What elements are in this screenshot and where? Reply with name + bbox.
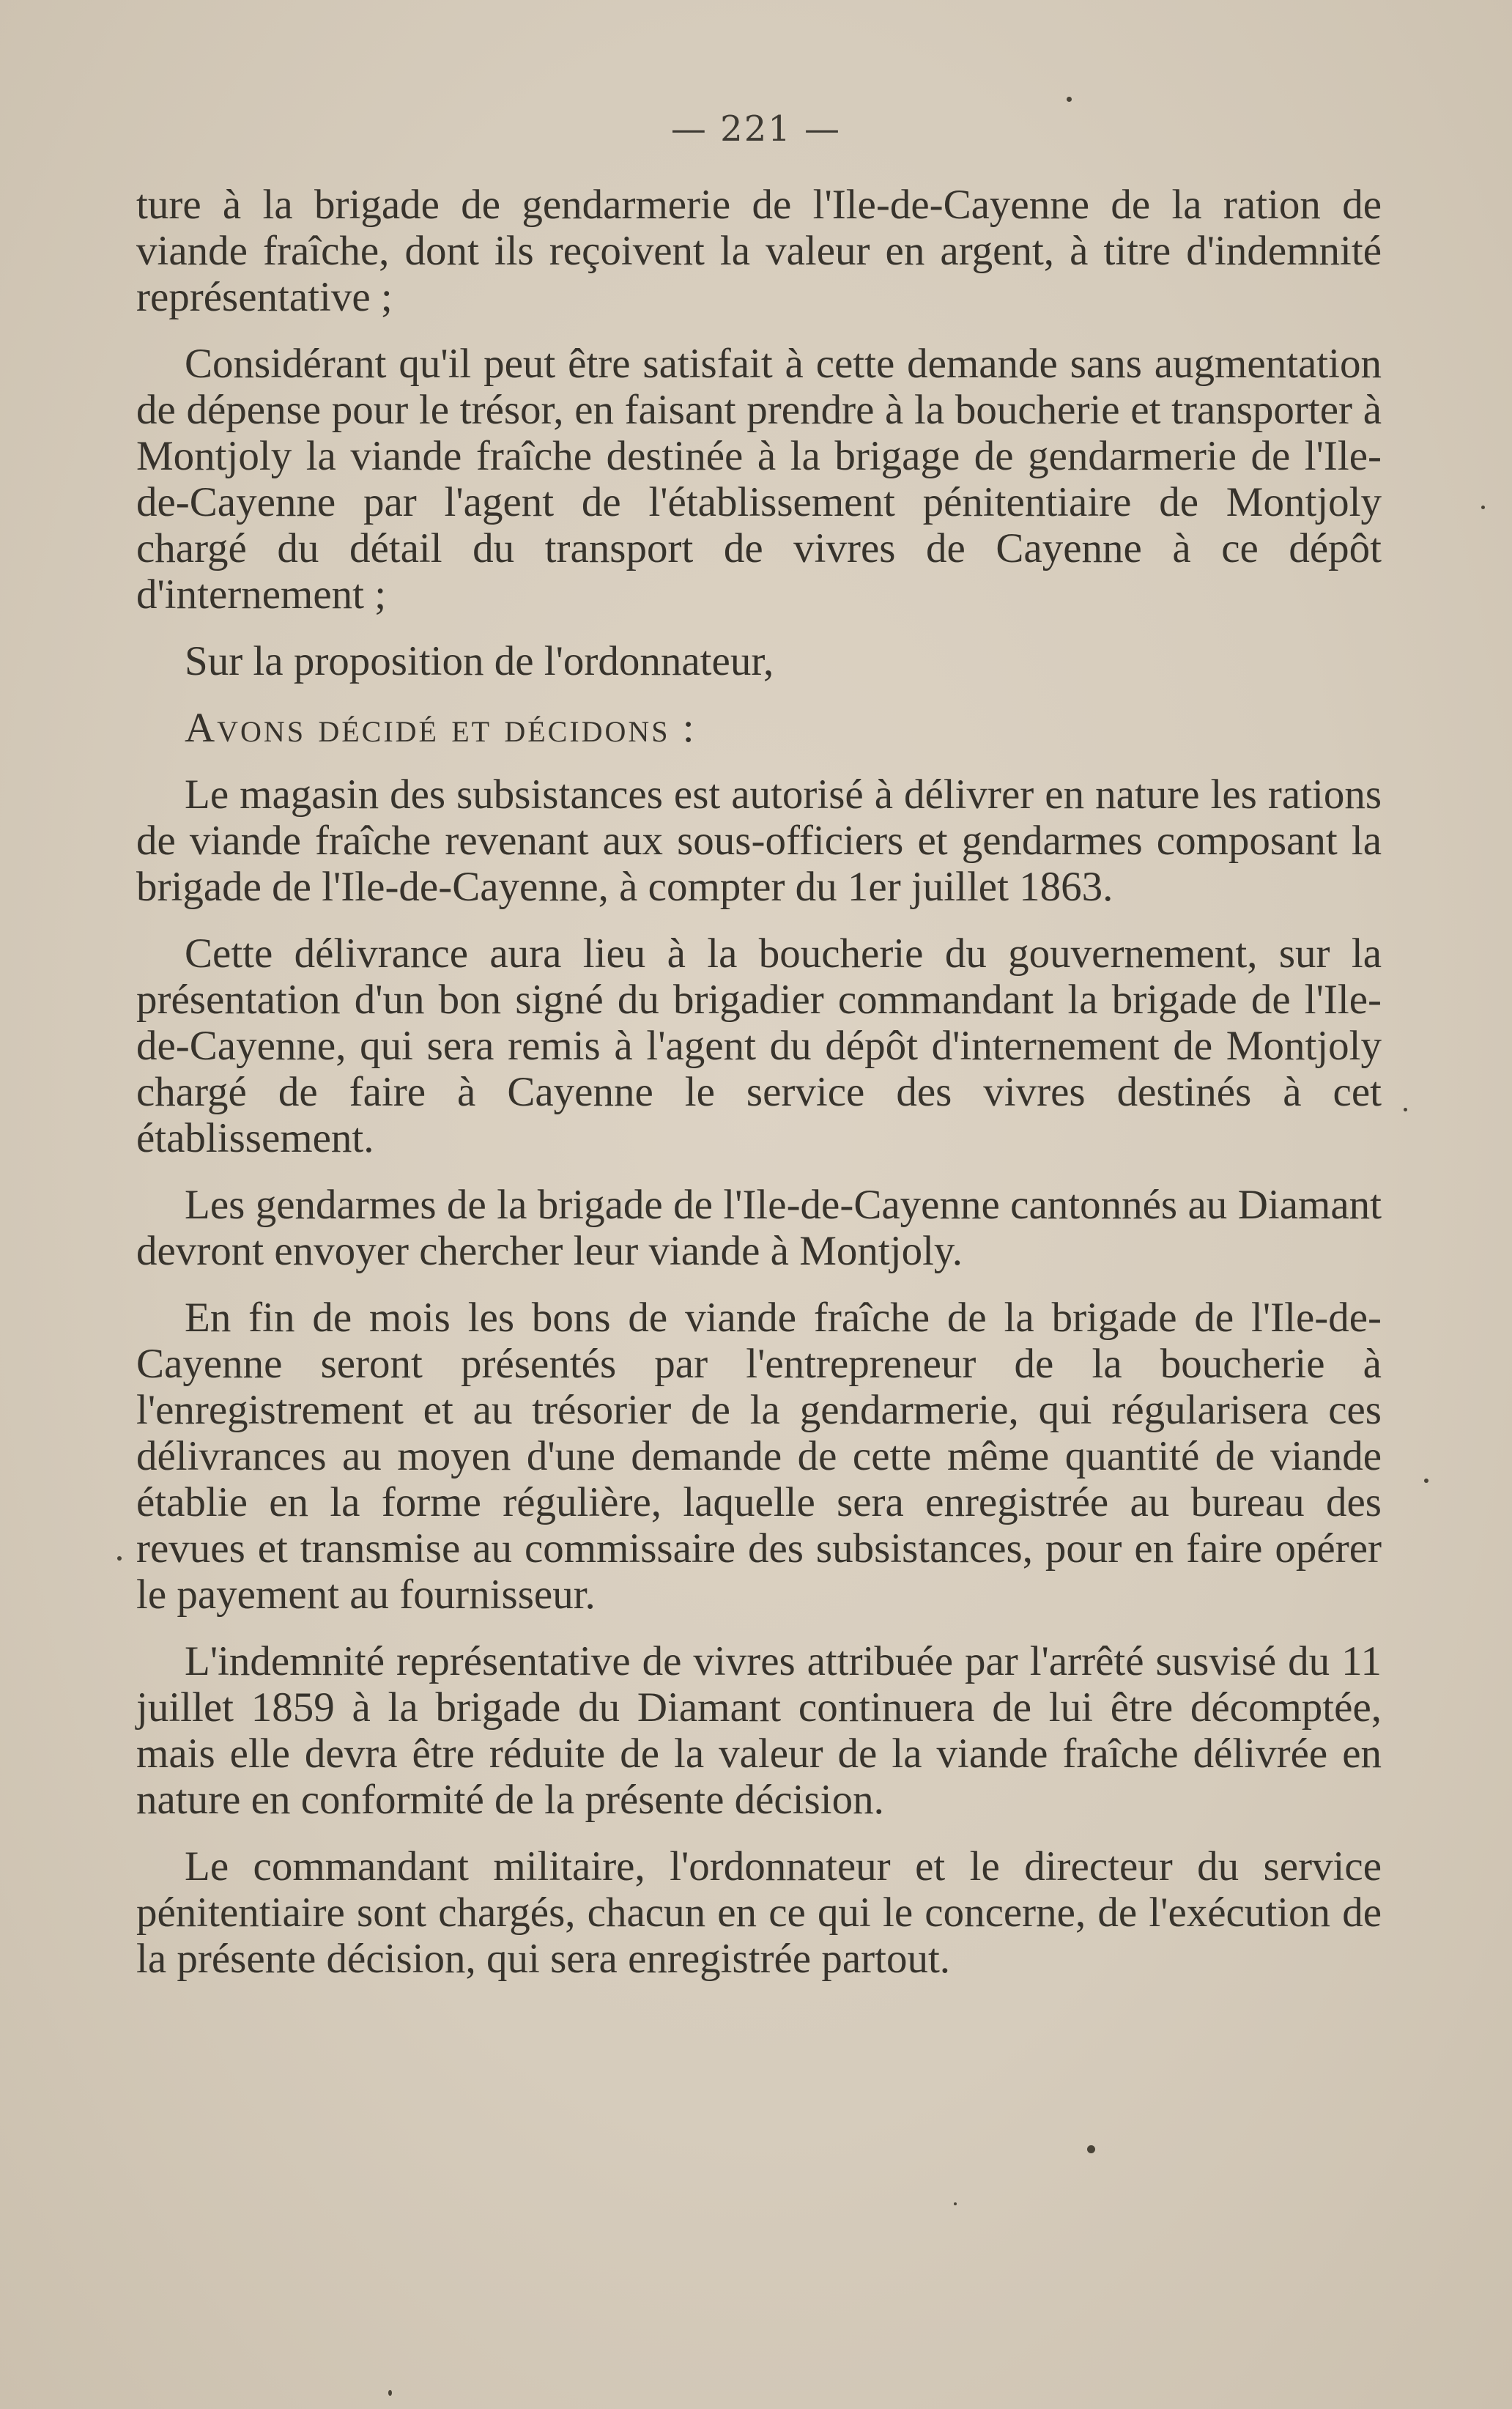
paragraph-article-magasin: Le magasin des subsistances est autorisé à délivrer en nature les rations de viande fraîche revenant aux sous-officiers et gendarmes composant la brigade de l'Ile-de-Cayenne, à compter du 1er juillet 1863.: [136, 771, 1382, 910]
ink-speck: [1087, 2145, 1095, 2153]
page-number: — 221 —: [670, 108, 842, 149]
paragraph-article-execution: Le commandant militaire, l'ordonnateur et le directeur du service pénitentiaire sont chargés, chacun en ce qui le concerne, de l'exécution de la présente décision, qui sera enregistrée partout.: [136, 1843, 1382, 1982]
paragraph-article-delivrance: Cette délivrance aura lieu à la boucherie du gouvernement, sur la présentation d'un bon signé du brigadier commandant la brigade de l'Ile-de-Cayenne, qui sera remis à l'agent du dépôt d'internement de Montjoly chargé de faire à Cayenne le service des vivres destinés à cet établissement.: [136, 930, 1382, 1161]
ink-speck: [1067, 97, 1072, 102]
ink-speck: [117, 1556, 122, 1561]
paragraph-continuation: ture à la brigade de gendarmerie de l'Ile-de-Cayenne de la ration de viande fraîche, dont ils reçoivent la valeur en argent, à titre d'indemnité représentative ;: [136, 182, 1382, 320]
ink-speck: [388, 2390, 392, 2396]
paragraph-article-indemnite: L'indemnité représentative de vivres attribuée par l'arrêté susvisé du 11 juillet 1859 à la brigade du Diamant continuera de lui être décomptée, mais elle devra être réduite de la valeur de la viande fraîche délivrée en nature en conformité de la présente décision.: [136, 1638, 1382, 1823]
ink-speck: [1404, 1108, 1407, 1111]
paragraph-article-diamant: Les gendarmes de la brigade de l'Ile-de-Cayenne cantonnés au Diamant devront envoyer chercher leur viande à Montjoly.: [136, 1182, 1382, 1274]
paragraph-proposition: Sur la proposition de l'ordonnateur,: [185, 638, 774, 684]
paragraph-article-bons: En fin de mois les bons de viande fraîche de la brigade de l'Ile-de-Cayenne seront présentés par l'entrepreneur de la boucherie à l'enregistrement et au trésorier de la gendarmerie, qui régularisera ces délivrances au moyen d'une demande de cette même quantité de viande établie en la forme régulière, laquelle sera enregistrée au bureau des revues et transmise au commissaire des subsistances, pour en faire opérer le payement au fournisseur.: [136, 1295, 1382, 1618]
ink-speck: [1481, 506, 1485, 509]
ink-speck: [1424, 1479, 1428, 1483]
paragraph-considerant: Considérant qu'il peut être satisfait à cette demande sans augmentation de dépense pour le trésor, en faisant prendre à la boucherie et transporter à Montjoly la viande fraîche destinée à la brigage de gendarmerie de l'Ile-de-Cayenne par l'agent de l'établissement pénitentiaire de Montjoly chargé du détail du transport de vivres de Cayenne à ce dépôt d'internement ;: [136, 341, 1382, 618]
ink-speck: [954, 2202, 957, 2205]
body-text: [136, 182, 1382, 2002]
decision-heading: Avons décidé et décidons :: [185, 705, 697, 751]
